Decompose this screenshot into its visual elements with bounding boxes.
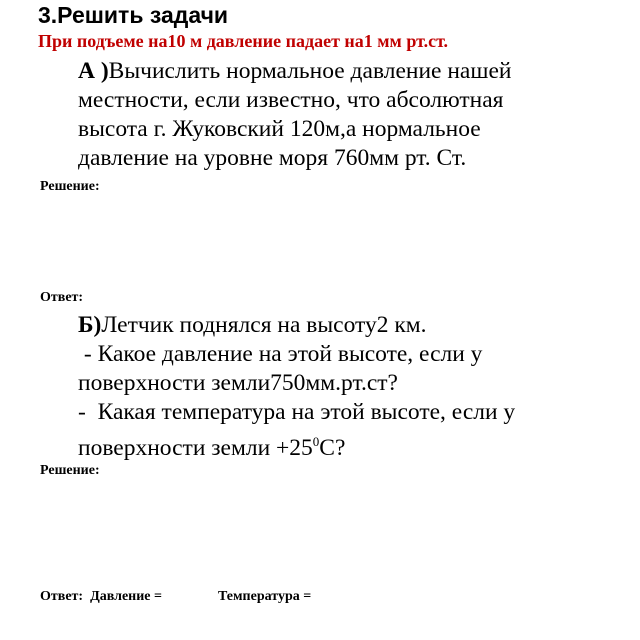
answer-pressure-label: Давление = bbox=[90, 589, 162, 604]
task-b-answer-row bbox=[40, 589, 311, 605]
task-b-line-2: - Какое давление на этой высоте, если у bbox=[78, 341, 483, 367]
task-b-solution-label: Решение: bbox=[40, 463, 100, 478]
task-a-solution-label: Решение: bbox=[40, 179, 100, 194]
hint-text: При подъеме на10 м давление падает на1 мм рт.ст. bbox=[38, 31, 449, 51]
task-a-marker: А ) bbox=[78, 58, 109, 84]
task-b-line-1: Б)Летчик поднялся на высоту2 км. bbox=[78, 312, 427, 338]
task-a-line-1: А )Вычислить нормальное давление нашей bbox=[78, 58, 512, 84]
task-b-line-5: поверхности земли $+25^0С$? bbox=[78, 434, 346, 461]
page-title: 3.Решить задачи bbox=[38, 2, 229, 28]
task-a-line-2: местности, если известно, что абсолютная bbox=[78, 87, 504, 113]
task-b-line-3: поверхности земли750мм.рт.ст? bbox=[78, 370, 398, 396]
answer-temperature-label: Температура = bbox=[218, 589, 312, 604]
task-a bbox=[78, 57, 511, 173]
task-b-answer-label: Ответ: bbox=[40, 589, 84, 604]
task-b-marker: Б) bbox=[78, 312, 102, 338]
task-a-answer-label: Ответ: bbox=[40, 290, 84, 305]
task-a-line-3: высота г. Жуковский 120м,а нормальное bbox=[78, 116, 481, 142]
task-b bbox=[78, 311, 515, 463]
task-a-line-4: давление на уровне моря 760мм рт. Ст. bbox=[78, 145, 467, 171]
task-b-line-4: - Какая температура на этой высоте, если у bbox=[78, 399, 516, 425]
